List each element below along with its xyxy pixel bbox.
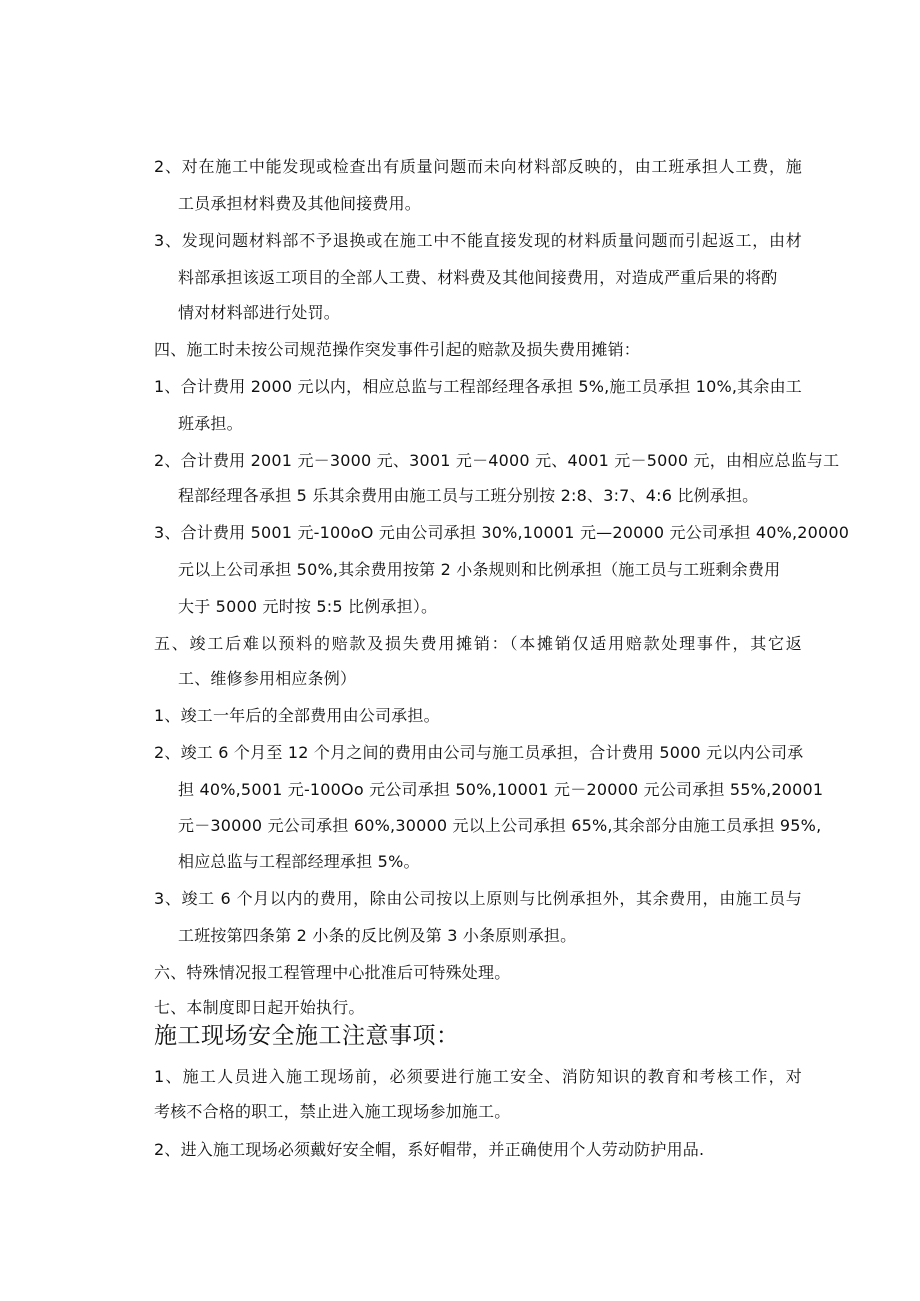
paragraph-line: 班承担。 xyxy=(178,414,243,433)
paragraph-line: 相应总监与工程部经理承担 5%。 xyxy=(178,852,420,871)
paragraph-line: 大于 5000 元时按 5:5 比例承担）。 xyxy=(178,597,438,616)
paragraph-line: 2、竣工 6 个月至 12 个月之间的费用由公司与施工员承担，合计费用 5000 元以内公司承 xyxy=(154,743,804,762)
paragraph-line: 工、维修参用相应条例） xyxy=(178,669,357,688)
paragraph-line: 2、对在施工中能发现或检查出有质量问题而未向材料部反映的，由工班承担人工费，施 xyxy=(154,157,802,176)
paragraph-line: 1、竣工一年后的全部费用由公司承担。 xyxy=(154,706,440,725)
paragraph-line: 工员承担材料费及其他间接费用。 xyxy=(178,194,422,213)
paragraph-line: 3、发现问题材料部不予退换或在施工中不能直接发现的材料质量问题而引起返工，由材 xyxy=(154,231,802,250)
section-heading-7: 七、本制度即日起开始执行。 xyxy=(154,998,365,1017)
paragraph-line: 2、进入施工现场必须戴好安全帽，系好帽带，并正确使用个人劳动防护用品. xyxy=(154,1140,705,1159)
paragraph-line: 担 40%,5001 元-100Oo 元公司承担 50%,10001 元－20000 元公司承担 55%,20001 xyxy=(178,780,824,799)
section-heading-4: 四、施工时未按公司规范操作突发事件引起的赔款及损失费用摊销： xyxy=(154,340,641,359)
paragraph-line: 1、合计费用 2000 元以内，相应总监与工程部经理各承担 5%,施工员承担 10%,其余由工 xyxy=(154,377,802,396)
paragraph-line: 2、合计费用 2001 元－3000 元、3001 元－4000 元、4001 元－5000 元，由相应总监与工 xyxy=(154,451,840,470)
paragraph-line: 料部承担该返工项目的全部人工费、材料费及其他间接费用，对造成严重后果的将酌 xyxy=(178,268,778,287)
section-heading-6: 六、特殊情况报工程管理中心批准后可特殊处理。 xyxy=(154,963,511,982)
paragraph-line: 3、竣工 6 个月以内的费用，除由公司按以上原则与比例承担外，其余费用，由施工员与 xyxy=(154,889,802,908)
paragraph-line: 程部经理各承担 5 乐其余费用由施工员与工班分别按 2:8、3:7、4:6 比例承担。 xyxy=(178,486,759,505)
paragraph-line: 3、合计费用 5001 元-100oO 元由公司承担 30%,10001 元—20000 元公司承担 40%,20000 xyxy=(154,523,850,542)
paragraph-line: 元以上公司承担 50%,其余费用按第 2 小条规则和比例承担（施工员与工班剩余费用 xyxy=(178,560,781,579)
paragraph-line: 情对材料部进行处罚。 xyxy=(178,303,341,322)
paragraph-line: 考核不合格的职工，禁止进入施工现场参加施工。 xyxy=(154,1102,511,1121)
section-title: 施工现场安全施工注意事项： xyxy=(154,1023,460,1049)
paragraph-line: 元－30000 元公司承担 60%,30000 元以上公司承担 65%,其余部分由施工员承担 95%, xyxy=(178,816,822,835)
paragraph-line: 1、施工人员进入施工现场前，必须要进行施工安全、消防知识的教育和考核工作，对 xyxy=(154,1067,802,1086)
section-heading-5: 五、竣工后难以预料的赔款及损失费用摊销：（本摊销仅适用赔款处理事件，其它返 xyxy=(154,634,802,653)
paragraph-line: 工班按第四条第 2 小条的反比例及第 3 小条原则承担。 xyxy=(178,926,577,945)
